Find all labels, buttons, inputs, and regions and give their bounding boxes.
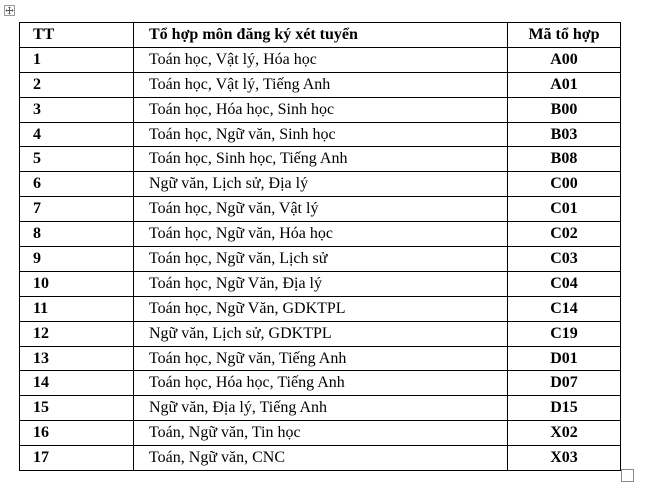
table-row bbox=[20, 371, 621, 396]
table-row bbox=[20, 197, 621, 222]
row-combination-cell: Toán, Ngữ văn, Tin học bbox=[134, 421, 508, 446]
row-tt-cell: 16 bbox=[20, 421, 134, 446]
header-code: Mã tổ hợp bbox=[508, 23, 621, 48]
row-tt-cell: 13 bbox=[20, 346, 134, 371]
row-combination-cell: Ngữ văn, Lịch sử, Địa lý bbox=[134, 172, 508, 197]
row-code-cell: C03 bbox=[508, 247, 621, 272]
row-code-cell: A00 bbox=[508, 47, 621, 72]
row-tt-cell: 15 bbox=[20, 396, 134, 421]
table-row bbox=[20, 72, 621, 97]
table-row bbox=[20, 247, 621, 272]
row-combination-cell: Toán học, Hóa học, Sinh học bbox=[134, 97, 508, 122]
table-row bbox=[20, 346, 621, 371]
row-combination-cell: Toán học, Ngữ văn, Vật lý bbox=[134, 197, 508, 222]
row-code-cell: B03 bbox=[508, 122, 621, 147]
table-row bbox=[20, 172, 621, 197]
row-code-cell: A01 bbox=[508, 72, 621, 97]
row-code-cell: X03 bbox=[508, 446, 621, 471]
row-tt-cell: 4 bbox=[20, 122, 134, 147]
row-combination-cell: Ngữ văn, Lịch sử, GDKTPL bbox=[134, 321, 508, 346]
table-row bbox=[20, 147, 621, 172]
row-code-cell: B00 bbox=[508, 97, 621, 122]
four-arrows-icon bbox=[5, 6, 14, 15]
table-row bbox=[20, 446, 621, 471]
row-tt-cell: 7 bbox=[20, 197, 134, 222]
subject-combination-table bbox=[19, 22, 621, 471]
table-row bbox=[20, 271, 621, 296]
row-code-cell: C00 bbox=[508, 172, 621, 197]
row-combination-cell: Toán học, Ngữ văn, Lịch sử bbox=[134, 247, 508, 272]
row-code-cell: X02 bbox=[508, 421, 621, 446]
row-tt-cell: 3 bbox=[20, 97, 134, 122]
row-tt-cell: 12 bbox=[20, 321, 134, 346]
row-combination-cell: Toán học, Ngữ Văn, GDKTPL bbox=[134, 296, 508, 321]
row-code-cell: C01 bbox=[508, 197, 621, 222]
row-code-cell: D01 bbox=[508, 346, 621, 371]
table-row bbox=[20, 396, 621, 421]
header-combination: Tổ hợp môn đăng ký xét tuyển bbox=[134, 23, 508, 48]
table-header-row bbox=[20, 23, 621, 48]
table-row bbox=[20, 321, 621, 346]
row-code-cell: C19 bbox=[508, 321, 621, 346]
row-combination-cell: Toán học, Ngữ văn, Sinh học bbox=[134, 122, 508, 147]
table-row bbox=[20, 47, 621, 72]
row-code-cell: D07 bbox=[508, 371, 621, 396]
row-tt-cell: 6 bbox=[20, 172, 134, 197]
table-move-handle-icon[interactable] bbox=[4, 5, 15, 16]
row-tt-cell: 2 bbox=[20, 72, 134, 97]
row-combination-cell: Toán, Ngữ văn, CNC bbox=[134, 446, 508, 471]
row-combination-cell: Toán học, Ngữ Văn, Địa lý bbox=[134, 271, 508, 296]
row-code-cell: C02 bbox=[508, 222, 621, 247]
row-tt-cell: 10 bbox=[20, 271, 134, 296]
table-row bbox=[20, 97, 621, 122]
row-combination-cell: Toán học, Ngữ văn, Hóa học bbox=[134, 222, 508, 247]
row-combination-cell: Toán học, Vật lý, Hóa học bbox=[134, 47, 508, 72]
row-tt-cell: 9 bbox=[20, 247, 134, 272]
table-row bbox=[20, 421, 621, 446]
row-tt-cell: 1 bbox=[20, 47, 134, 72]
row-tt-cell: 8 bbox=[20, 222, 134, 247]
row-combination-cell: Toán học, Sinh học, Tiếng Anh bbox=[134, 147, 508, 172]
row-code-cell: C04 bbox=[508, 271, 621, 296]
row-tt-cell: 17 bbox=[20, 446, 134, 471]
row-combination-cell: Toán học, Hóa học, Tiếng Anh bbox=[134, 371, 508, 396]
row-tt-cell: 14 bbox=[20, 371, 134, 396]
table-row bbox=[20, 122, 621, 147]
row-code-cell: B08 bbox=[508, 147, 621, 172]
row-code-cell: D15 bbox=[508, 396, 621, 421]
table-body bbox=[20, 47, 621, 470]
table-row bbox=[20, 222, 621, 247]
row-combination-cell: Toán học, Ngữ văn, Tiếng Anh bbox=[134, 346, 508, 371]
header-tt: TT bbox=[20, 23, 134, 48]
row-code-cell: C14 bbox=[508, 296, 621, 321]
table-resize-handle-icon[interactable] bbox=[621, 469, 634, 482]
row-tt-cell: 5 bbox=[20, 147, 134, 172]
table-row bbox=[20, 296, 621, 321]
row-tt-cell: 11 bbox=[20, 296, 134, 321]
row-combination-cell: Toán học, Vật lý, Tiếng Anh bbox=[134, 72, 508, 97]
row-combination-cell: Ngữ văn, Địa lý, Tiếng Anh bbox=[134, 396, 508, 421]
